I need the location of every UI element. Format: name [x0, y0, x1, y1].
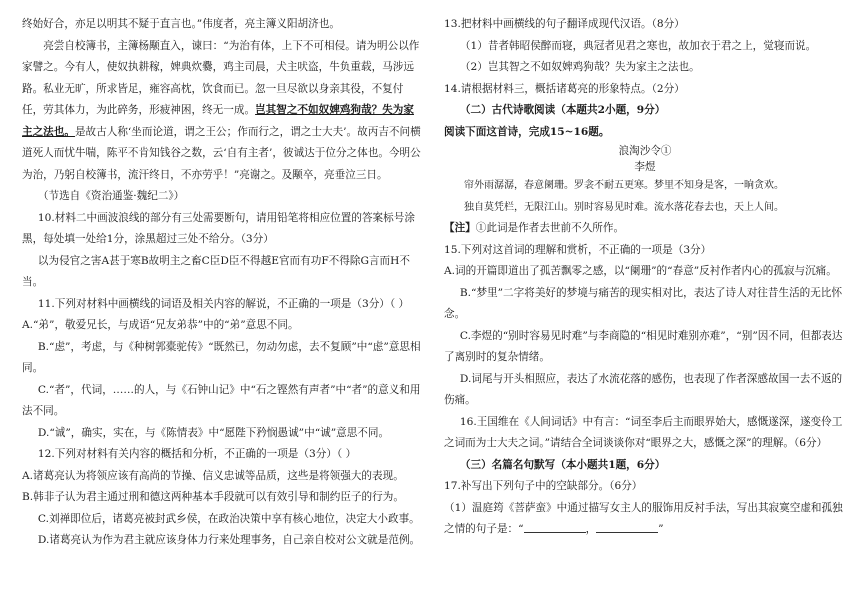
poem-title: 浪淘沙令①: [618, 145, 672, 157]
question-11-option-c: C.“者”，代词，……的人，与《石钟山记》中“石之铿然有声者”中“者”的意义和用法不同。: [22, 383, 421, 417]
poem-line-2: 独自莫凭栏，无限江山。别时容易见时难。流水落花春去也，天上人间。: [464, 201, 784, 213]
question-11-option-d: D.“诚”，确实，实在，与《陈情表》中“愿陛下矜悯愚诚”中“诚”意思不同。: [37, 426, 390, 439]
poem-line-1: 帘外雨潺潺，春意阑珊。罗衾不耐五更寒。梦里不知身是客，一晌贪欢。: [464, 180, 784, 191]
note-text: ①此词是作者去世前不久所作。: [475, 222, 625, 234]
answer-blank-2[interactable]: [596, 520, 658, 533]
paragraph-2-text-b: 是故古人称‘坐而论道，谓之王公；作而行之，谓之士大夫’。故丙吉不问横道死人而忧牛喘，陈平不肯知钱谷之数，云‘自有主者’，彼诚达于位分之体也。今明公为治，乃躬自校簿书，流汗终日，不亦劳乎！”亮谢之。及颙卒，亮垂泣三日。: [22, 125, 421, 181]
question-10: 10.材料二中画波浪线的部分有三处需要断句，请用铅笔将相应位置的答案标号涂黑，每处填一处给1分，涂黑超过三处不给分。（3分）: [22, 211, 415, 245]
question-13: 13.把材料中画横线的句子翻译成现代汉语。（8分）: [444, 18, 685, 30]
answer-blank-1[interactable]: [524, 520, 586, 533]
paragraph-2: [22, 36, 424, 187]
question-11: 11.下列对材料中画横线的词语及相关内容的解说，不正确的一项是（3分）（ ）: [37, 297, 410, 310]
poem-author: 李煜: [634, 161, 656, 173]
section-3-heading: （三）名篇名句默写（本小题共1题，6分）: [459, 458, 666, 471]
question-15-option-d: D.词尾与开头相照应，表达了水流花落的感伤，也表现了作者深感故国一去不返的伤痛。: [444, 372, 843, 406]
section-2-intro: 阅读下面这首诗，完成15~16题。: [444, 125, 610, 138]
question-11-option-b: B.“虑”，考虑，与《种树郭橐驼传》“既然已，勿动勿虑，去不复顾”中“虑”意思相同。: [22, 340, 421, 374]
question-13-item-1: （1）昔者韩昭侯醉而寝，典冠者见君之寒也，故加衣于君之上，觉寝而说。: [459, 39, 817, 52]
question-12: 12.下列对材料有关内容的概括和分析，不正确的一项是（3分）（ ）: [37, 448, 357, 460]
question-12-option-d: D.诸葛亮认为作为君主就应该身体力行来处理事务，自己亲自校对公文就是范例。: [37, 534, 421, 546]
question-14: 14.请根据材料三，概括诸葛亮的形象特点。（2分）: [444, 82, 685, 95]
question-17-item-1: [444, 498, 846, 541]
question-12-option-a: A.诸葛亮认为将领应该有高尚的节操、信义忠诚等品质，这些是将领强大的表现。: [22, 469, 404, 482]
underlined-sentence: 岂其智之不如奴婢鸡狗哉？失为家主之法也。: [22, 104, 414, 138]
question-15: 15.下列对这首词的理解和赏析，不正确的一项是（3分）: [444, 243, 712, 256]
question-15-option-a: A.词的开篇即道出了孤苦飘零之感，以“阑珊”的“春意”反衬作者内心的孤寂与沉痛。: [444, 265, 837, 277]
paragraph-2-text-a: 亮尝自校簿书，主簿杨颙直入，谏曰：“为治有体，上下不可相侵。请为明公以作家譬之。今有人，使奴执耕稼，婢典炊爨，鸡主司晨，犬主吠盗，牛负重载，马涉远路。私业无旷，所求皆足，雍容高枕，饮食而已。忽一旦尽欲以身亲其役，不复付任，劳其体力，为此碎务，形疲神困，终无一成。: [22, 39, 420, 116]
note-tag: 【注】: [444, 222, 476, 234]
question-12-option-c: C.刘禅即位后，诸葛亮被封武乡侯，在政治决策中享有核心地位，决定大小政事。: [37, 512, 420, 525]
question-15-option-b: B.“梦里”二字将美好的梦境与痛苦的现实相对比，表达了诗人对往昔生活的无比怀念。: [444, 286, 843, 320]
left-column: [22, 14, 424, 552]
poem-note: [444, 218, 846, 240]
question-10-options: 以为侵官之害A甚于寒B故明主之畜C臣D臣不得越E官而有功F不得除G言而H不当。: [22, 254, 410, 288]
question-13-item-2: （2）岂其智之不如奴婢鸡狗哉？失为家主之法也。: [459, 61, 700, 73]
right-column: [444, 14, 846, 541]
closing-quote: ”: [658, 523, 664, 535]
section-2-heading: （二）古代诗歌阅读（本题共2小题，9分）: [459, 104, 666, 116]
question-17-item-1-text: （1）温庭筠《菩萨蛮》中通过描写女主人的服饰用反衬手法，写出其寂寞空虚和孤独之情的句子是：“: [444, 501, 843, 535]
paragraph-1: 终始好合，亦足以明其不疑于直言也。”伟度者，亮主簿义阳胡济也。: [22, 18, 340, 30]
question-16: 16.王国维在《人间词话》中有言：“词至李后主而眼界始大，感慨遂深，遂变伶工之词而为士大夫之词。”请结合全词谈谈你对“眼界之大，感慨之深”的理解。（6分）: [444, 415, 843, 449]
question-12-option-b: B.韩非子认为君主通过刑和德这两种基本手段就可以有效引导和制约臣子的行为。: [22, 491, 404, 503]
question-15-option-c: C.李煜的“别时容易见时难”与李商隐的“相见时难别亦难”，“别”因不同，但都表达了离别时的复杂情绪。: [444, 329, 843, 363]
question-17: 17.补写出下列句子中的空缺部分。（6分）: [444, 480, 643, 492]
source-note: （节选自《资治通鉴·魏纪二》）: [37, 190, 185, 202]
blank-separator: ，: [585, 523, 597, 535]
question-11-option-a: A.“弟”，敬爱兄长，与成语“兄友弟恭”中的“弟”意思不同。: [22, 319, 299, 331]
